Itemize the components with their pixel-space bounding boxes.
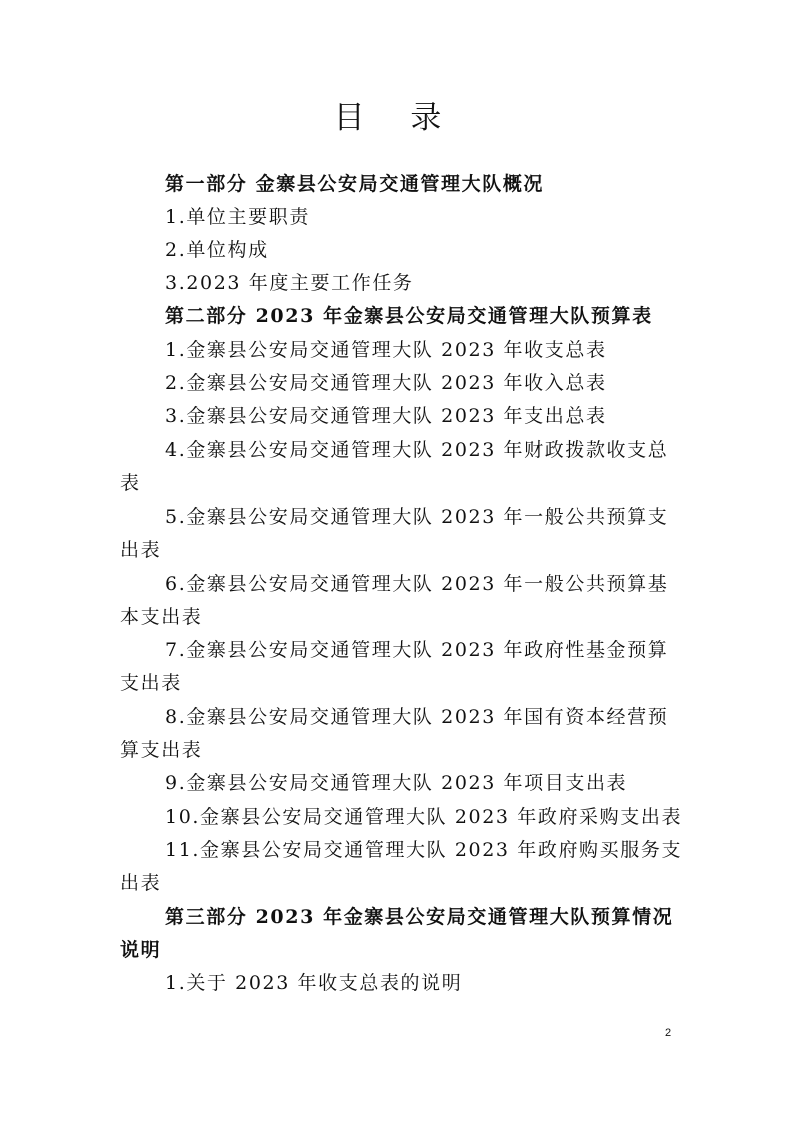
toc-item: 3.金寨县公安局交通管理大队 2023 年支出总表 xyxy=(165,405,607,427)
part3-heading-continuation: 说明 xyxy=(120,939,162,961)
toc-item: 7.金寨县公安局交通管理大队 2023 年政府性基金预算 xyxy=(165,639,669,661)
toc-title: 目 录 xyxy=(333,100,460,136)
toc-item-continuation: 出表 xyxy=(120,539,162,561)
toc-item: 8.金寨县公安局交通管理大队 2023 年国有资本经营预 xyxy=(165,706,669,728)
toc-item: 6.金寨县公安局交通管理大队 2023 年一般公共预算基 xyxy=(165,573,669,595)
toc-item: 10.金寨县公安局交通管理大队 2023 年政府采购支出表 xyxy=(165,806,683,828)
toc-item: 3.2023 年度主要工作任务 xyxy=(165,272,414,294)
toc-item: 2.金寨县公安局交通管理大队 2023 年收入总表 xyxy=(165,372,607,394)
toc-item: 4.金寨县公安局交通管理大队 2023 年财政拨款收支总 xyxy=(165,439,669,461)
part3-heading: 第三部分 2023 年金寨县公安局交通管理大队预算情况 xyxy=(165,906,674,928)
toc-item-continuation: 出表 xyxy=(120,872,162,894)
toc-item-continuation: 本支出表 xyxy=(120,606,203,628)
toc-item: 5.金寨县公安局交通管理大队 2023 年一般公共预算支 xyxy=(165,506,669,528)
toc-item: 2.单位构成 xyxy=(165,239,269,261)
toc-item-continuation: 支出表 xyxy=(120,672,182,694)
part1-heading: 第一部分 金寨县公安局交通管理大队概况 xyxy=(165,173,545,195)
toc-item: 1.单位主要职责 xyxy=(165,206,310,228)
part2-heading: 第二部分 2023 年金寨县公安局交通管理大队预算表 xyxy=(165,305,653,327)
page-number: 2 xyxy=(665,1027,672,1039)
toc-item-continuation: 表 xyxy=(120,472,141,494)
toc-item: 1.关于 2023 年收支总表的说明 xyxy=(165,972,463,994)
toc-item-continuation: 算支出表 xyxy=(120,739,203,761)
toc-item: 11.金寨县公安局交通管理大队 2023 年政府购买服务支 xyxy=(165,839,683,861)
toc-item: 9.金寨县公安局交通管理大队 2023 年项目支出表 xyxy=(165,772,628,794)
toc-item: 1.金寨县公安局交通管理大队 2023 年收支总表 xyxy=(165,339,607,361)
